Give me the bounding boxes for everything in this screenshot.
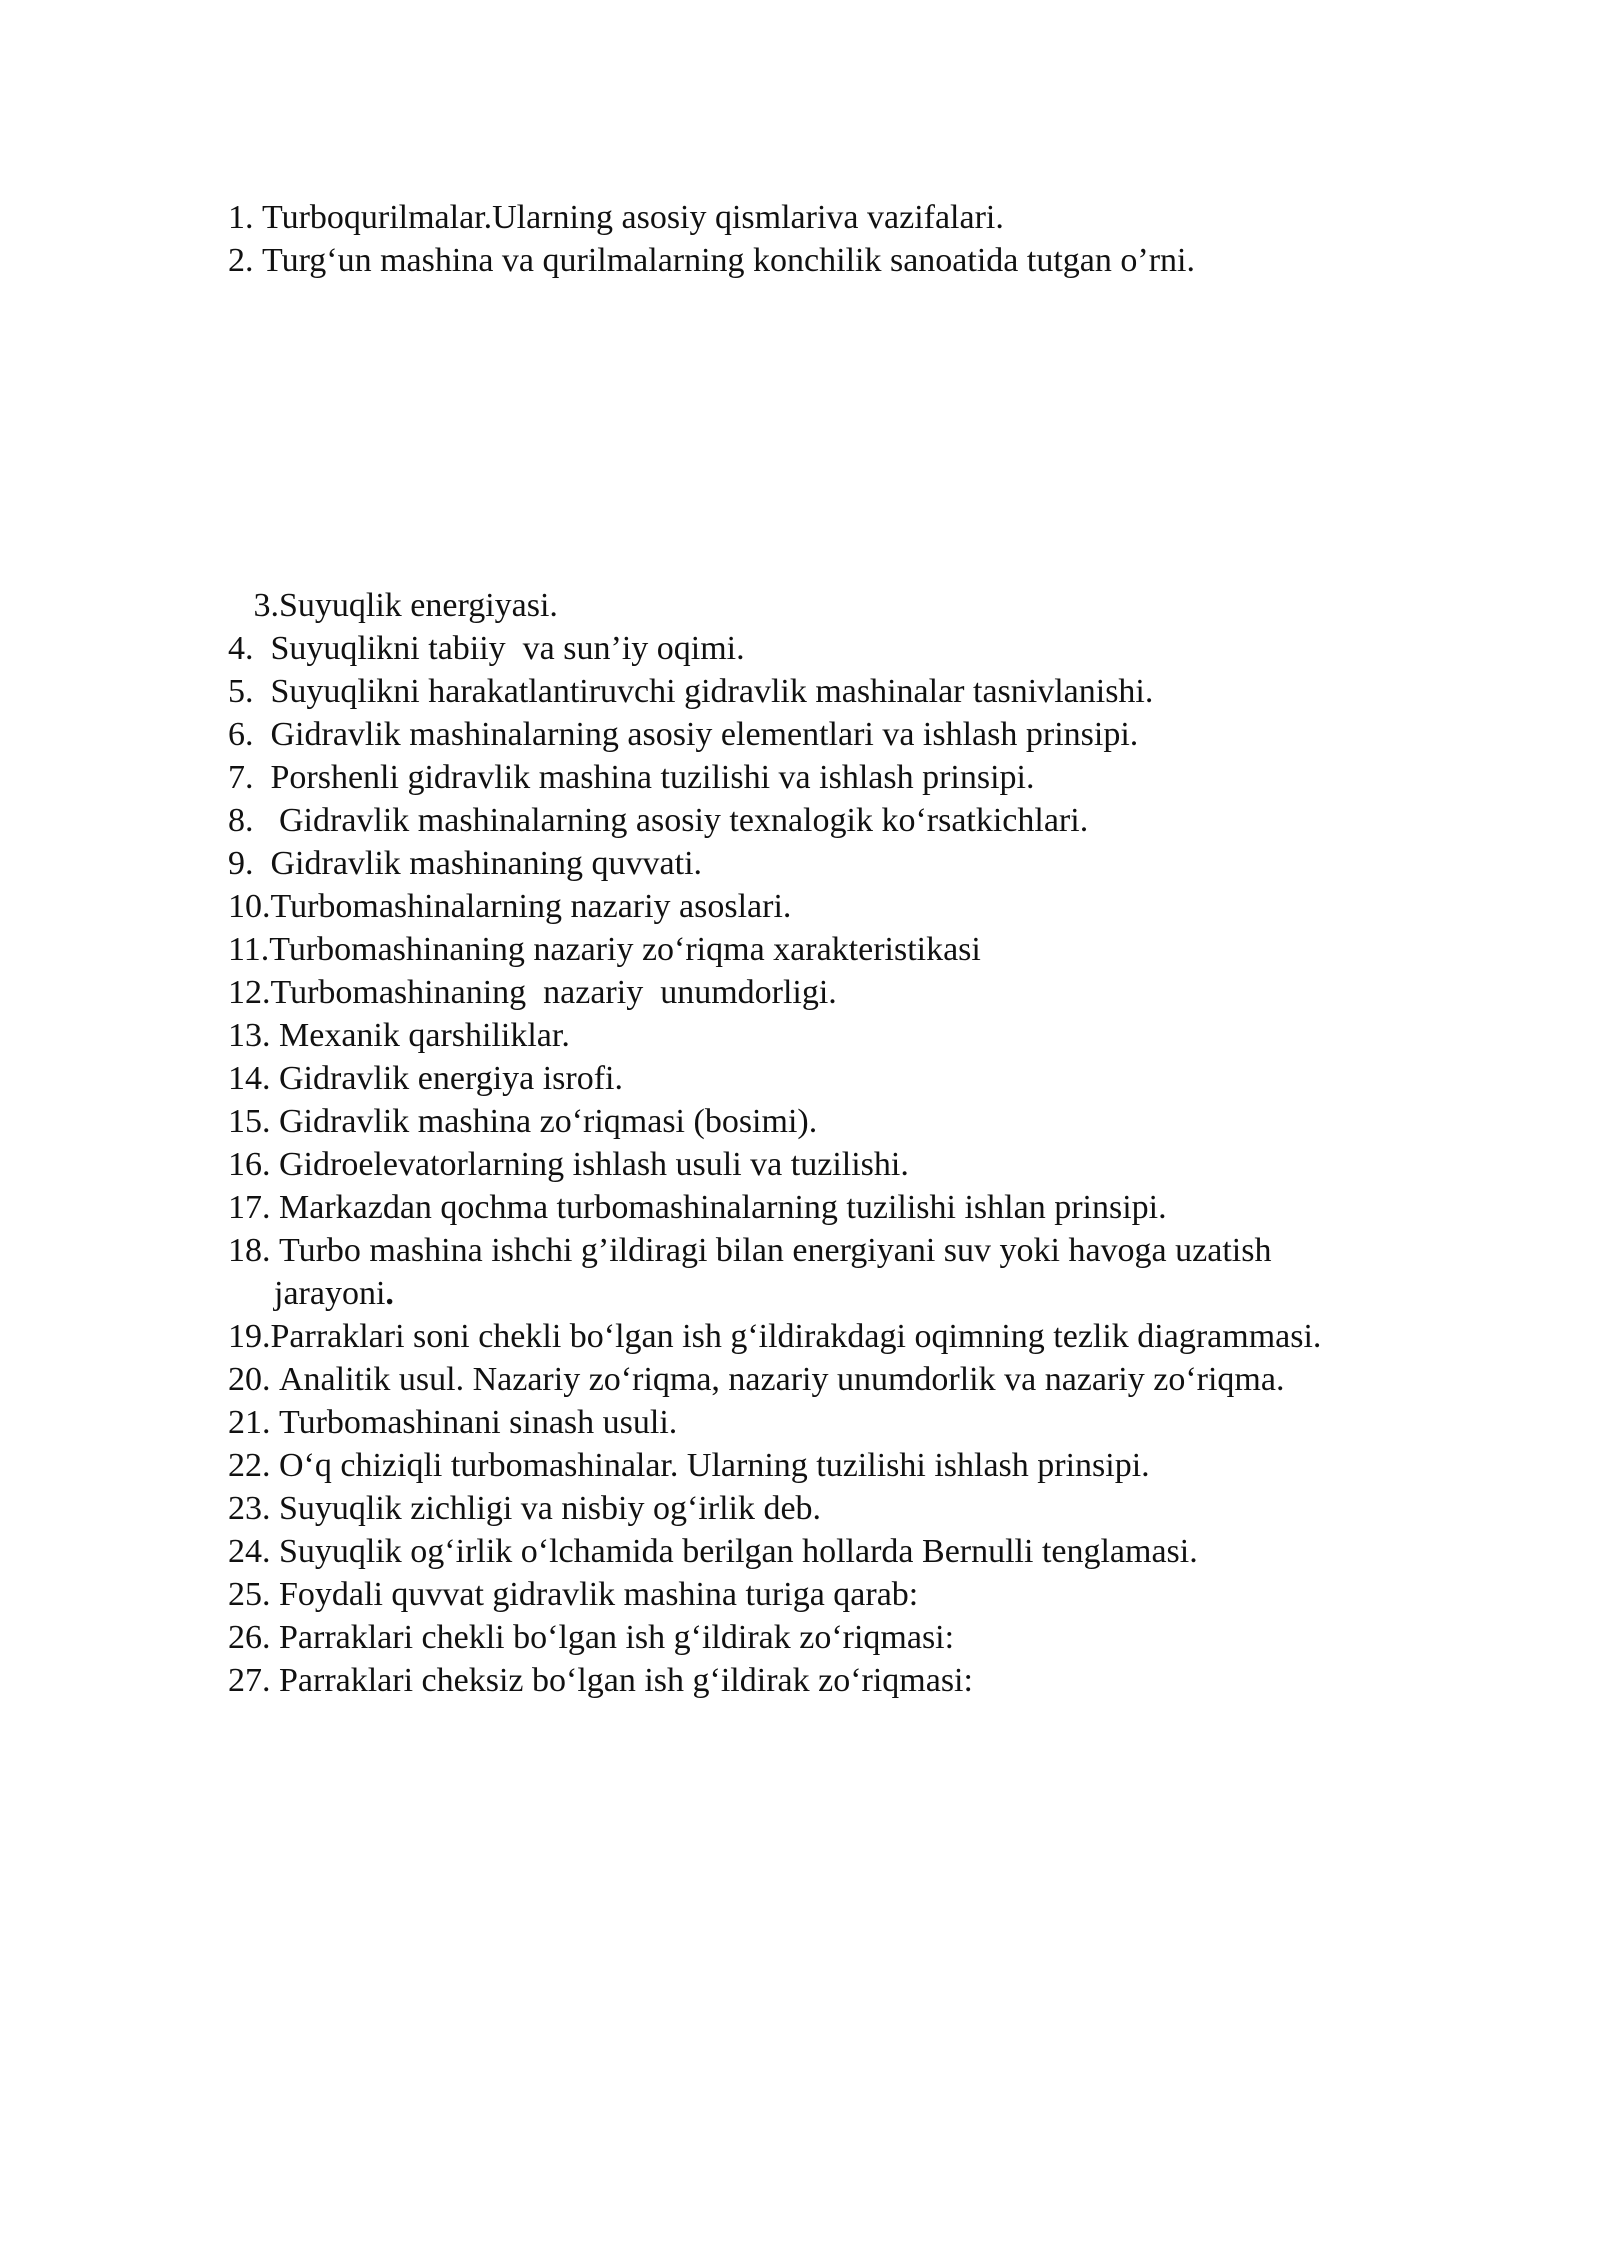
item-number: 17. [228, 1189, 279, 1226]
list-item [228, 1143, 1478, 1186]
list-item [228, 756, 1478, 799]
list-item [228, 1573, 1478, 1616]
item-number: 4. [228, 630, 271, 667]
item-text: Turbo mashina ishchi g’ildiragi bilan energiyani suv yoki havoga uzatish [279, 1232, 1272, 1269]
item-text: Parraklari soni chekli bo‘lgan ish g‘ildirakdagi oqimning tezlik diagrammasi. [270, 1318, 1322, 1355]
item-text: Markazdan qochma turbomashinalarning tuzilishi ishlan prinsipi. [279, 1189, 1167, 1226]
question-list-top [228, 196, 1478, 282]
list-item [228, 799, 1478, 842]
item-number: 23. [228, 1490, 279, 1527]
item-text: Turbomashinaning nazariy zo‘riqma xarakteristikasi [269, 931, 981, 968]
item-text: Parraklari cheksiz bo‘lgan ish g‘ildirak zo‘riqmasi: [279, 1662, 973, 1699]
list-item [228, 1530, 1478, 1573]
list-item [228, 670, 1478, 713]
item-number: 20. [228, 1361, 279, 1398]
item-number: 14. [228, 1060, 279, 1097]
list-item [228, 627, 1478, 670]
list-item [228, 584, 1478, 627]
list-item [228, 713, 1478, 756]
item-text: O‘q chiziqli turbomashinalar. Ularning tuzilishi ishlash prinsipi. [279, 1447, 1150, 1484]
item-text: Gidravlik mashinaning quvvati. [270, 845, 703, 882]
item-text: Suyuqlik zichligi va nisbiy og‘irlik deb. [279, 1490, 822, 1527]
item-text: Mexanik qarshiliklar. [279, 1017, 570, 1054]
item-text: Turg‘un mashina va qurilmalarning konchilik sanoatida tutgan o’rni. [262, 242, 1195, 279]
item-text: Parraklari chekli bo‘lgan ish g‘ildirak zo‘riqmasi: [279, 1619, 955, 1656]
list-item [228, 196, 1478, 239]
item-text: Suyuqlikni tabiiy va sun’iy oqimi. [270, 630, 745, 667]
item-text: Turboqurilmalar.Ularning asosiy qismlariva vazifalari. [262, 199, 1004, 236]
list-item [228, 1186, 1478, 1229]
item-number: 18. [228, 1232, 279, 1269]
item-number: 5. [228, 673, 271, 710]
list-item [228, 885, 1478, 928]
list-item [228, 1358, 1478, 1401]
item-text: Turbomashinani sinash usuli. [279, 1404, 678, 1441]
item-text: Analitik usul. Nazariy zo‘riqma, nazariy unumdorlik va nazariy zo‘riqma. [279, 1361, 1285, 1398]
item-suffix: . [385, 1275, 394, 1312]
item-number: 7. [228, 759, 271, 796]
item-number: 6. [228, 716, 271, 753]
item-text: Gidravlik mashinalarning asosiy texnalogik ko‘rsatkichlari. [279, 802, 1089, 839]
item-text: Gidravlik energiya isrofi. [279, 1060, 624, 1097]
item-number: 15. [228, 1103, 279, 1140]
item-number: 21. [228, 1404, 279, 1441]
item-text: Suyuqlik energiyasi. [279, 587, 558, 624]
item-number: 19. [228, 1318, 271, 1355]
item-number: 24. [228, 1533, 279, 1570]
item-number: 11. [228, 931, 270, 968]
list-item [228, 971, 1478, 1014]
item-number: 25. [228, 1576, 279, 1613]
list-item [228, 1616, 1478, 1659]
item-text: Gidroelevatorlarning ishlash usuli va tuzilishi. [279, 1146, 909, 1183]
list-item [228, 1315, 1478, 1358]
item-text: Turbomashinalarning nazariy asoslari. [270, 888, 792, 925]
item-number: 10. [228, 888, 271, 925]
list-item [228, 1100, 1478, 1143]
item-number: 22. [228, 1447, 279, 1484]
item-text: Porshenli gidravlik mashina tuzilishi va ishlash prinsipi. [270, 759, 1035, 796]
item-text: Suyuqlik og‘irlik o‘lchamida berilgan hollarda Bernulli tenglamasi. [279, 1533, 1198, 1570]
list-item [228, 842, 1478, 885]
item-number: 9. [228, 845, 271, 882]
question-list-main [228, 584, 1478, 1702]
item-text: Turbomashinaning nazariy unumdorligi. [270, 974, 837, 1011]
item-text: Foydali quvvat gidravlik mashina turiga qarab: [279, 1576, 919, 1613]
list-item-continuation [228, 1272, 1478, 1315]
item-number: 13. [228, 1017, 279, 1054]
list-item [228, 1444, 1478, 1487]
item-number: 12. [228, 974, 271, 1011]
item-number: 26. [228, 1619, 279, 1656]
list-item [228, 1057, 1478, 1100]
list-item [228, 1014, 1478, 1057]
item-number: 2. [228, 242, 262, 279]
item-number: 16. [228, 1146, 279, 1183]
list-item [228, 1401, 1478, 1444]
item-number: 1. [228, 199, 262, 236]
item-number: 27. [228, 1662, 279, 1699]
list-item [228, 239, 1478, 282]
item-text: Suyuqlikni harakatlantiruvchi gidravlik mashinalar tasnivlanishi. [270, 673, 1154, 710]
item-number: 8. [228, 802, 279, 839]
item-text: Gidravlik mashina zo‘riqmasi (bosimi). [279, 1103, 818, 1140]
item-number: 3. [228, 587, 279, 624]
item-text: jarayoni [274, 1275, 386, 1312]
list-item [228, 1487, 1478, 1530]
list-item [228, 928, 1478, 971]
list-item [228, 1659, 1478, 1702]
item-text: Gidravlik mashinalarning asosiy elementlari va ishlash prinsipi. [270, 716, 1139, 753]
list-item [228, 1229, 1478, 1272]
